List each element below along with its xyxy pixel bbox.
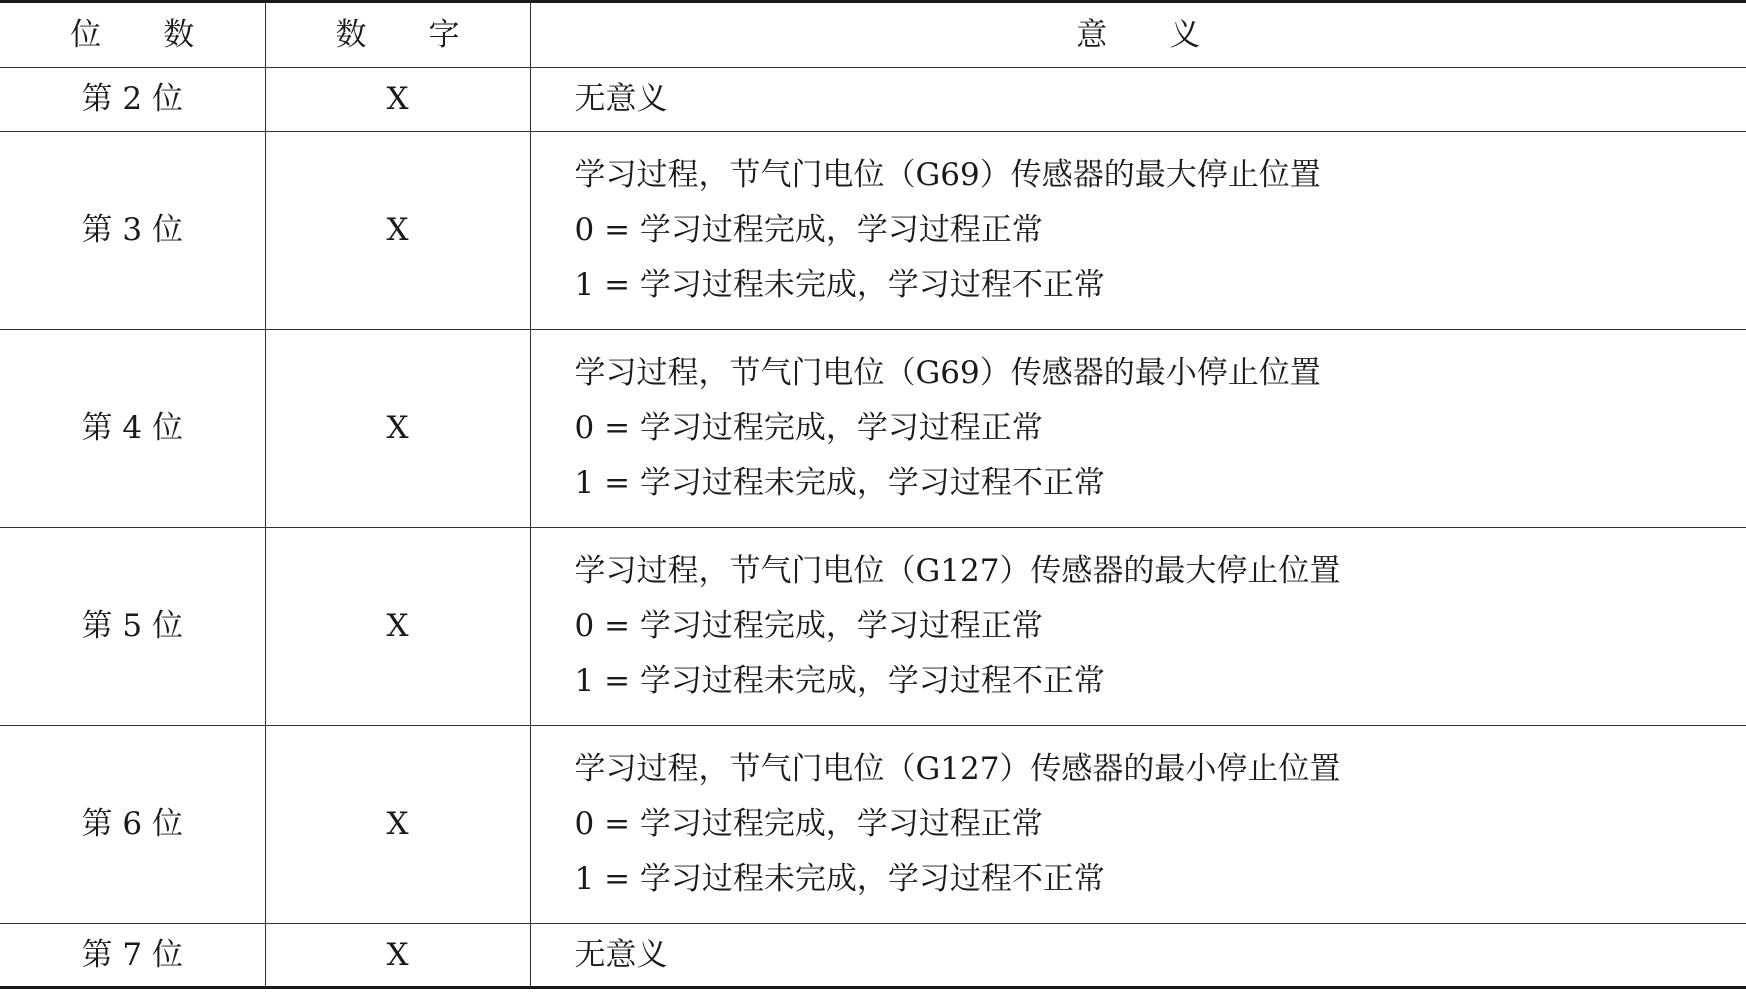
table-row [0, 726, 1746, 924]
meaning-cell [530, 330, 1746, 528]
table-header [0, 2, 1746, 68]
table-body [0, 68, 1746, 988]
table-row [0, 924, 1746, 988]
digit-cell: X [265, 528, 530, 726]
position-cell: 第 2 位 [0, 68, 265, 132]
meaning-line: 无意义 [574, 936, 668, 973]
meaning-line: 学习过程，节气门电位（G69）传感器的最小停止位置 [574, 355, 1321, 391]
meaning-cell [530, 68, 1746, 132]
position-cell: 第 5 位 [0, 528, 265, 726]
meaning-line: 0 = 学习过程完成，学习过程正常 [574, 410, 1043, 446]
header-position: 位 数 [0, 2, 265, 68]
digit-cell: X [265, 726, 530, 924]
header-digit: 数 字 [265, 2, 530, 68]
meaning-line: 0 = 学习过程完成，学习过程正常 [574, 608, 1043, 644]
meaning-cell [530, 726, 1746, 924]
digit-cell: X [265, 68, 530, 132]
meaning-line: 无意义 [574, 81, 668, 117]
meaning-line: 1 = 学习过程未完成，学习过程不正常 [574, 663, 1105, 699]
position-cell: 第 3 位 [0, 132, 265, 330]
position-cell: 第 6 位 [0, 726, 265, 924]
digit-cell: X [265, 330, 530, 528]
header-meaning: 意 义 [530, 2, 1746, 68]
table-row [0, 528, 1746, 726]
meaning-cell [530, 924, 1746, 988]
meaning-line: 1 = 学习过程未完成，学习过程不正常 [574, 465, 1105, 501]
table-row [0, 132, 1746, 330]
digit-cell: X [265, 132, 530, 330]
table-row [0, 330, 1746, 528]
meaning-line: 学习过程，节气门电位（G127）传感器的最小停止位置 [574, 751, 1341, 787]
meaning-line: 学习过程，节气门电位（G69）传感器的最大停止位置 [574, 157, 1321, 193]
meaning-line: 1 = 学习过程未完成，学习过程不正常 [574, 861, 1105, 897]
header-row [0, 2, 1746, 68]
meaning-line: 学习过程，节气门电位（G127）传感器的最大停止位置 [574, 553, 1341, 589]
meaning-line: 0 = 学习过程完成，学习过程正常 [574, 212, 1043, 248]
position-cell: 第 7 位 [0, 924, 265, 988]
meaning-cell [530, 132, 1746, 330]
meaning-line: 1 = 学习过程未完成，学习过程不正常 [574, 267, 1105, 303]
table-row [0, 68, 1746, 132]
meaning-line: 0 = 学习过程完成，学习过程正常 [574, 806, 1043, 842]
meaning-cell [530, 528, 1746, 726]
digit-cell: X [265, 924, 530, 988]
position-cell: 第 4 位 [0, 330, 265, 528]
